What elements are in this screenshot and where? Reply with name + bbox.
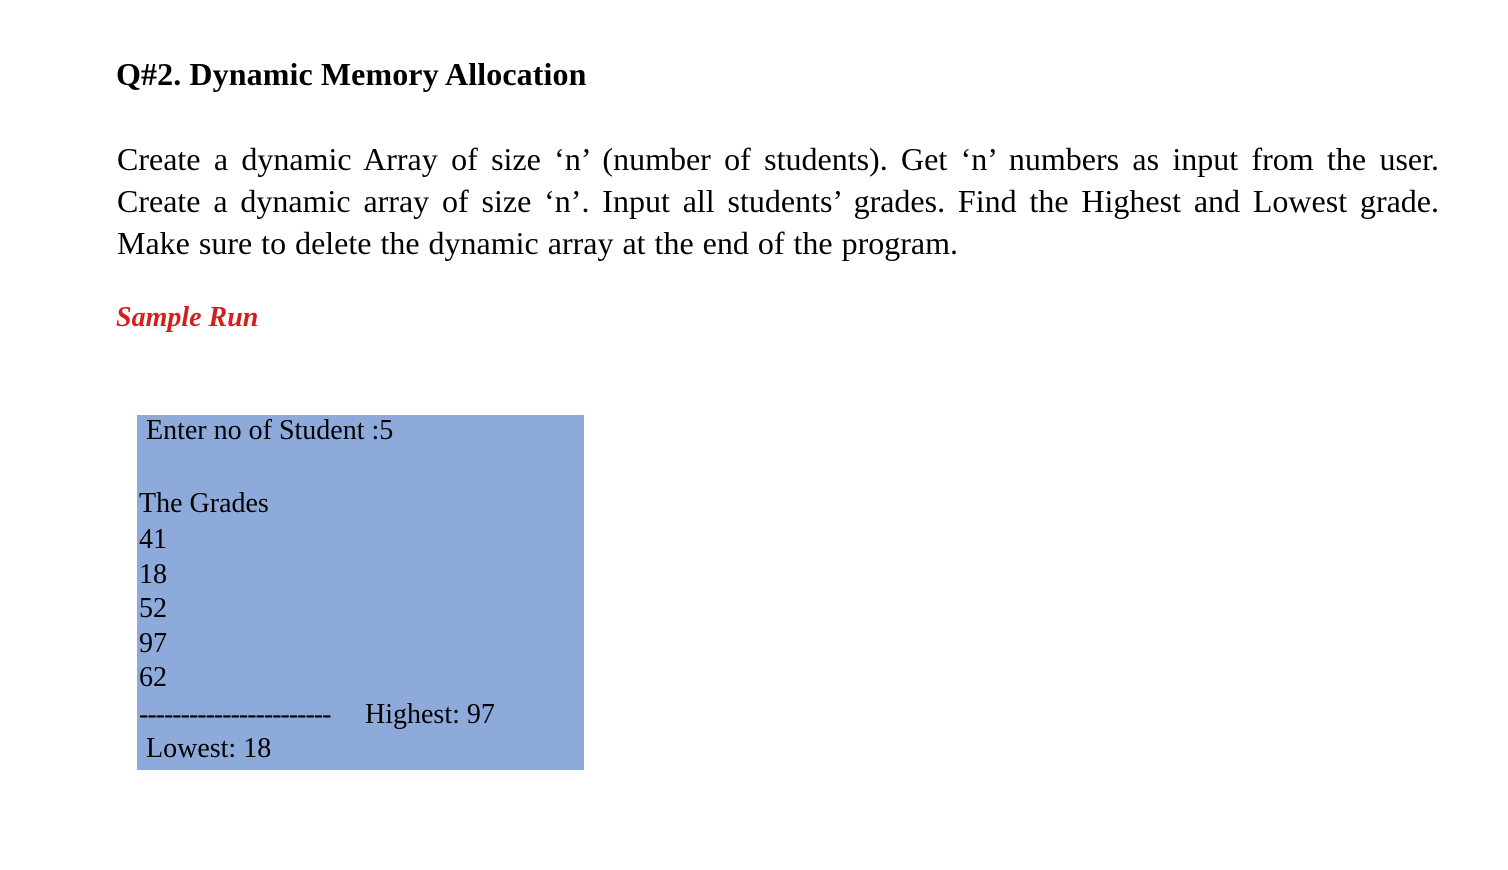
- console-grades-title: The Grades: [139, 488, 269, 519]
- sample-run-console: [137, 415, 584, 770]
- console-highest: Highest: 97: [365, 699, 495, 730]
- grade-value: 41: [139, 524, 167, 555]
- console-separator: -----------------------: [139, 699, 331, 730]
- grade-value: 18: [139, 558, 167, 590]
- sample-run-label: Sample Run: [116, 302, 259, 333]
- console-grade-list: [139, 523, 167, 696]
- grade-value: 62: [139, 662, 167, 693]
- console-lowest: Lowest: 18: [146, 733, 272, 764]
- grade-value: 97: [139, 627, 167, 659]
- question-description: Create a dynamic Array of size ‘n’ (number of students). Get ‘n’ numbers as input from the user. Create a dynamic array of size ‘n’. Input all students’ grades. Find the Highest and Lowest grade. Make sure to delete the dynamic array at the end of the program.: [117, 141, 1439, 261]
- question-heading: Q#2. Dynamic Memory Allocation: [116, 56, 587, 92]
- console-prompt: Enter no of Student :5: [146, 415, 394, 446]
- grade-value: 52: [139, 593, 167, 624]
